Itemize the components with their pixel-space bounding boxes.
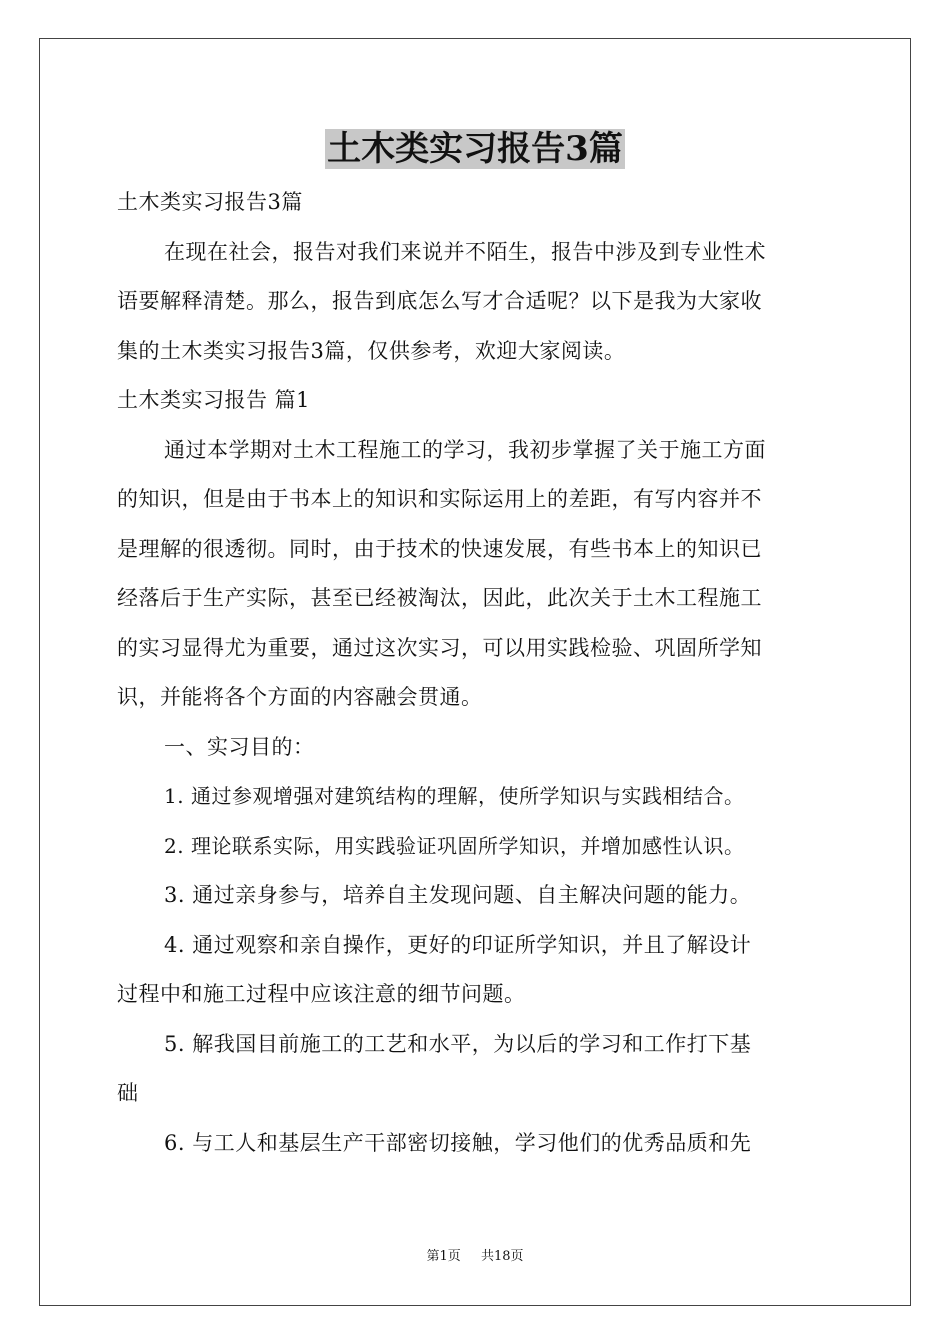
paragraph-line: 是理解的很透彻。同时，由于技术的快速发展，有些书本上的知识已 — [117, 536, 762, 561]
paragraph-line: 的实习显得尤为重要，通过这次实习，可以用实践检验、巩固所学知 — [117, 635, 762, 660]
page-number: 第1页 — [426, 1249, 461, 1264]
paragraph-line: 识，并能将各个方面的内容融会贯通。 — [117, 685, 483, 709]
list-item-continuation: 过程中和施工过程中应该注意的细节问题。 — [117, 982, 526, 1006]
paragraph-line: 的知识，但是由于书本上的知识和实际运用上的差距，有写内容并不 — [117, 487, 762, 511]
subtitle-line: 土木类实习报告3篇 — [117, 190, 303, 214]
paragraph-line: 经落后于生产实际，甚至已经被淘汰，因此，此次关于土木工程施工 — [117, 586, 762, 610]
document-title-block — [0, 127, 950, 171]
list-item: 3. 通过亲身参与，培养自主发现问题、自主解决问题的能力。 — [164, 883, 752, 907]
paragraph-line: 通过本学期对土木工程施工的学习，我初步掌握了关于施工方面 — [164, 437, 766, 462]
page-footer — [0, 1245, 950, 1264]
paragraph-line: 在现在社会，报告对我们来说并不陌生，报告中涉及到专业性术 — [164, 239, 766, 264]
document-body — [117, 178, 833, 1168]
list-item: 2. 理论联系实际，用实践验证巩固所学知识，并增加感性认识。 — [164, 833, 745, 858]
list-item: 5. 解我国目前施工的工艺和水平，为以后的学习和工作打下基 — [164, 1031, 752, 1056]
page-total: 共18页 — [480, 1249, 524, 1264]
list-item-continuation: 础 — [117, 1081, 139, 1105]
paragraph-line: 集的土木类实习报告3篇，仅供参考，欢迎大家阅读。 — [117, 338, 626, 363]
list-item: 4. 通过观察和亲自操作，更好的印证所学知识，并且了解设计 — [164, 932, 752, 957]
section-heading: 土木类实习报告 篇1 — [117, 388, 311, 412]
paragraph-line: 语要解释清楚。那么，报告到底怎么写才合适呢？以下是我为大家收 — [117, 289, 762, 313]
list-item: 1. 通过参观增强对建筑结构的理解，使所学知识与实践相结合。 — [164, 784, 745, 808]
subheading-line: 一、实习目的： — [164, 734, 315, 759]
document-title: 土木类实习报告3篇 — [327, 129, 623, 169]
list-item: 6. 与工人和基层生产干部密切接触，学习他们的优秀品质和先 — [164, 1130, 752, 1155]
